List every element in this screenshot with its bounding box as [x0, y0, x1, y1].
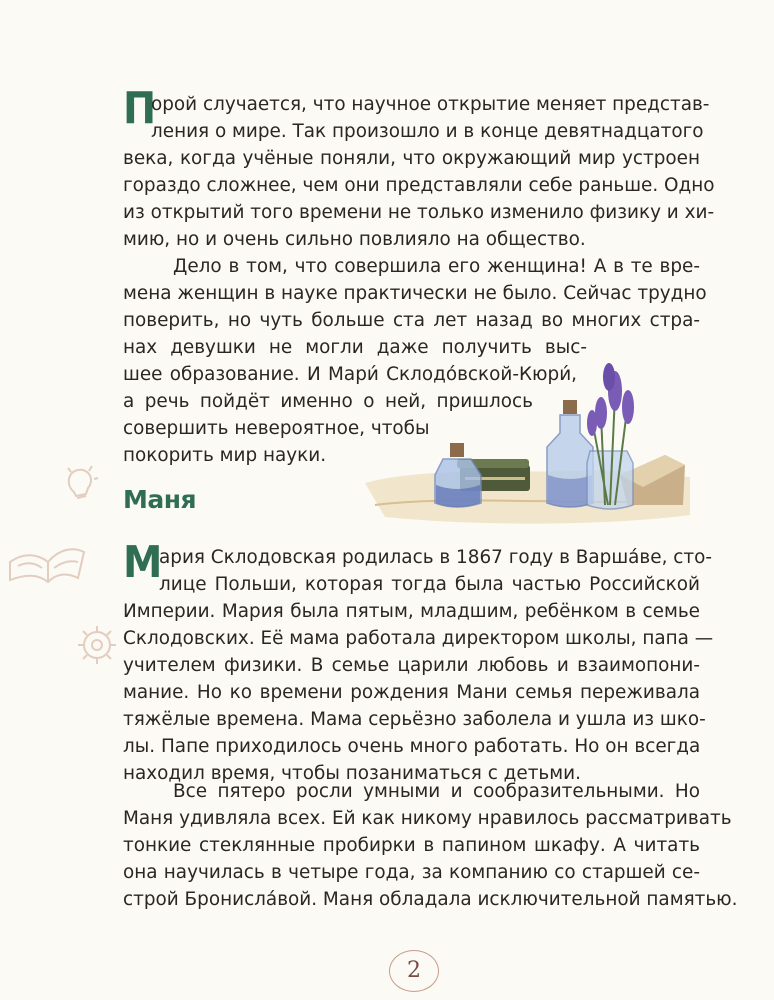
- drop-cap-p: П: [123, 83, 157, 134]
- text-line: мена женщин в науке практически не было. Сейчас трудно: [123, 283, 707, 304]
- text-line: Империи. Мария была пятым, младшим, ребёнком в семье: [123, 601, 700, 622]
- text-line: века, когда учёные поняли, что окружающий мир устроен: [123, 148, 700, 169]
- text-line: Дело в том, что совершила его женщина! А в те вре-: [173, 256, 700, 277]
- text-line: тонкие стеклянные пробирки в папином шкафу. А читать: [123, 835, 700, 856]
- text-line: гораздо сложнее, чем они представляли себе раньше. Одно: [123, 175, 715, 196]
- text-line: Все пятеро росли умными и сообразительными. Но: [173, 781, 700, 802]
- drop-cap-m: М: [123, 537, 163, 588]
- text-line: Склодовских. Её мама работала директором школы, папа —: [123, 628, 714, 649]
- text-line: орой случается, что научное открытие меняет представ-: [151, 94, 710, 115]
- text-line: покорить мир науки.: [123, 445, 327, 466]
- section-title: Маня: [123, 485, 197, 514]
- text-line: лице Польши, которая тогда была частью Российской: [159, 574, 700, 595]
- page-number: 2: [389, 950, 439, 992]
- text-line: строй Бронисла́вой. Маня обладала исключительной памятью.: [123, 889, 738, 910]
- text-line: она научилась в четыре года, за компанию со старшей се-: [123, 862, 700, 883]
- text-line: мание. Но ко времени рождения Мани семья переживала: [123, 682, 700, 703]
- text-line: совершить невероятное, чтобы: [123, 418, 430, 439]
- text-line: находил время, чтобы позаниматься с детьми.: [123, 763, 581, 784]
- section-paragraph-2: [123, 778, 738, 913]
- text-line: лы. Папе приходилось очень много работать. Но он всегда: [123, 736, 701, 757]
- text-line: нах девушки не могли даже получить выс-: [123, 337, 587, 358]
- bottles-lavender-illustration: [365, 355, 690, 530]
- intro-paragraph: [123, 91, 715, 253]
- section-paragraph-1: [123, 544, 714, 787]
- lightbulb-icon: [62, 462, 102, 506]
- text-line: ления о мире. Так произошло и в конце девятнадцатого: [151, 121, 704, 142]
- open-book-icon: [4, 522, 90, 588]
- text-line: учителем физики. В семье царили любовь и взаимопони-: [123, 655, 700, 676]
- text-line: мию, но и очень сильно повлияло на общество.: [123, 229, 586, 250]
- text-line: ария Склодовская родилась в 1867 году в Варша́ве, сто-: [159, 547, 712, 568]
- text-line: Маня удивляла всех. Ей как никому нравилось рассматривать: [123, 808, 732, 829]
- text-line: а речь пойдёт именно о ней, пришлось: [123, 391, 533, 412]
- text-line: поверить, но чуть больше ста лет назад во многих стра-: [123, 310, 700, 331]
- text-line: шее образование. И Мари́ Склодо́вской-Кюри́,: [123, 364, 577, 385]
- text-line: из открытий того времени не только изменило физику и хи-: [123, 202, 715, 223]
- text-line: тяжёлые времена. Мама серьёзно заболела и ушла из шко-: [123, 709, 706, 730]
- gear-icon: [74, 622, 120, 668]
